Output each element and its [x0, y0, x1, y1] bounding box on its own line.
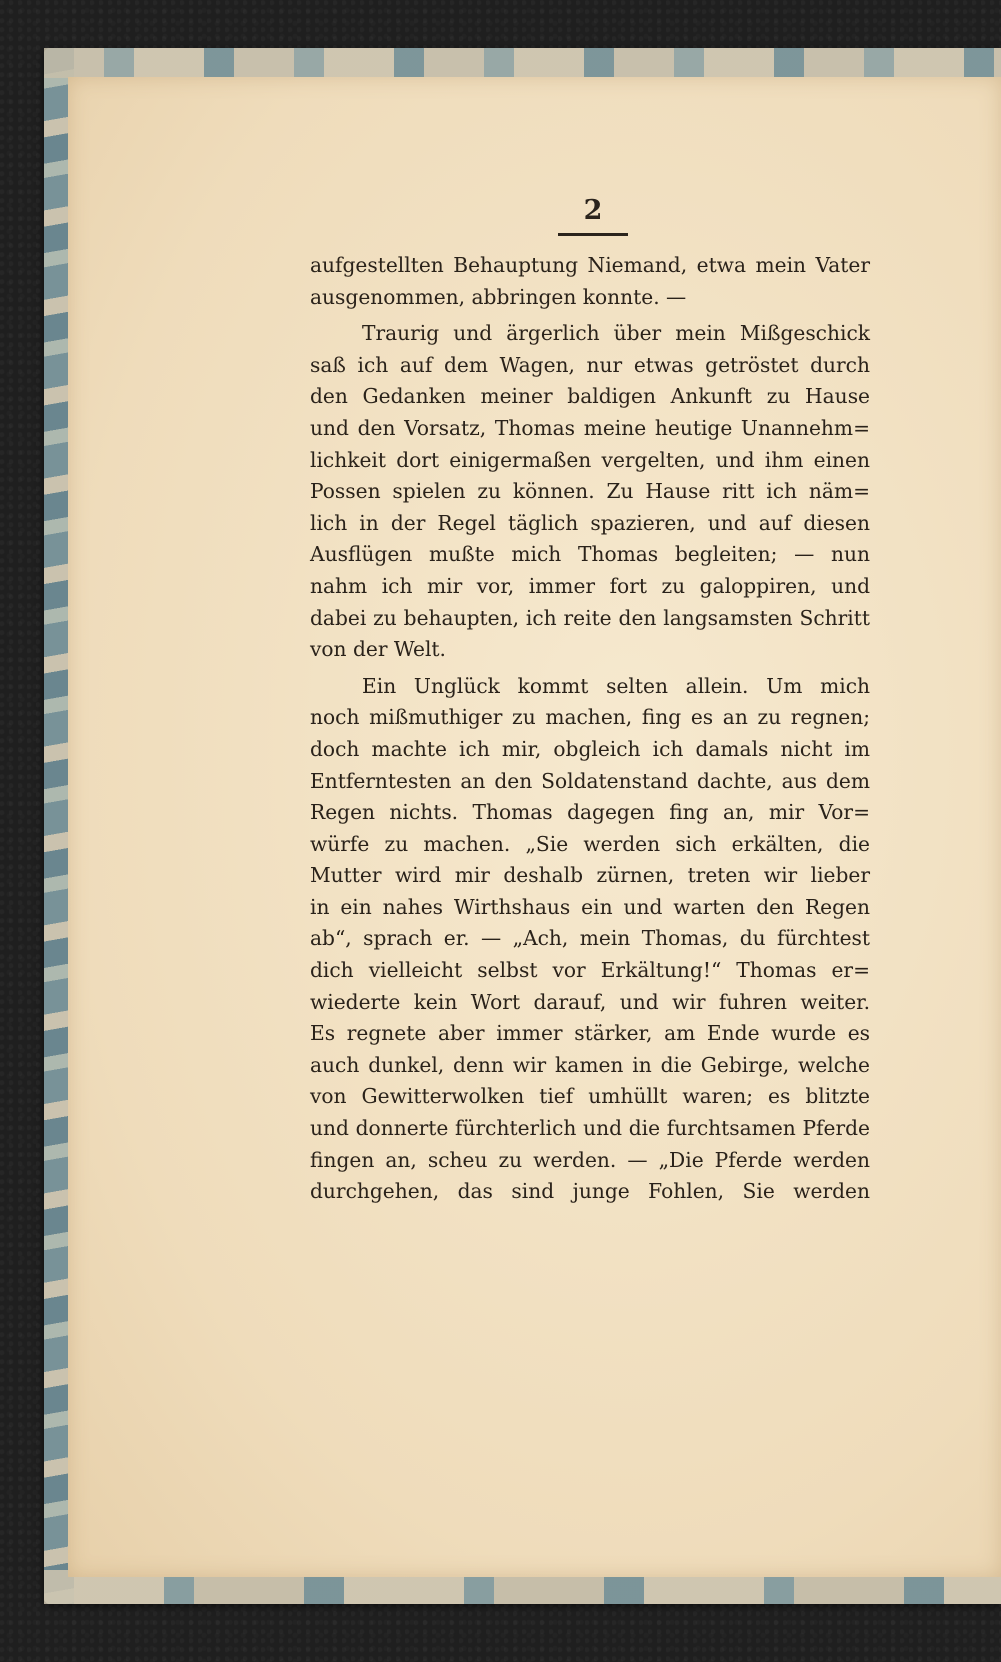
text-line: Traurig und ärgerlich über mein Mißgeschick	[362, 321, 870, 346]
text-line: Ein Unglück kommt selten allein. Um mich	[362, 673, 870, 698]
text-line: den Gedanken meiner baldigen Ankunft zu Hause	[310, 384, 870, 409]
text-line: Ausflügen mußte mich Thomas begleiten; — nun	[310, 542, 870, 567]
text-line: fingen an, scheu zu werden. — „Die Pferde werden	[310, 1147, 870, 1172]
text-line: ausgenommen, abbringen konnte. —	[310, 284, 687, 309]
body-text	[310, 250, 870, 1208]
page-number: 2	[583, 195, 603, 226]
marbled-top-edge	[44, 48, 1001, 78]
text-line: Es regnete aber immer stärker, am Ende wurde es	[310, 1021, 870, 1046]
text-line: auch dunkel, denn wir kamen in die Gebirge, welche	[310, 1052, 870, 1077]
text-line: dich vielleicht selbst vor Erkältung!“ Thomas er=	[310, 958, 870, 983]
text-line: dabei zu behaupten, ich reite den langsamsten Schritt	[310, 605, 870, 630]
text-line: Mutter wird mir deshalb zürnen, treten wir lieber	[310, 863, 870, 888]
text-line: von der Welt.	[310, 637, 446, 662]
text-line: und donnerte fürchterlich und die furchtsamen Pferde	[310, 1116, 870, 1141]
text-line: doch machte ich mir, obgleich ich damals nicht im	[310, 736, 870, 761]
text-line: von Gewitterwolken tief umhüllt waren; es blitzte	[310, 1084, 870, 1109]
text-line: ab“, sprach er. — „Ach, mein Thomas, du fürchtest	[310, 926, 870, 951]
text-line: Entferntesten an den Soldatenstand dachte, aus dem	[310, 768, 870, 793]
text-line: Regen nichts. Thomas dagegen fing an, mir Vor=	[310, 800, 870, 825]
text-line: noch mißmuthiger zu machen, fing es an zu regnen;	[310, 705, 870, 730]
text-line: durchgehen, das sind junge Fohlen, Sie werden	[310, 1179, 870, 1204]
text-line: und den Vorsatz, Thomas meine heutige Unannehm=	[310, 415, 870, 440]
text-line: nahm ich mir vor, immer fort zu galoppiren, und	[310, 573, 870, 598]
text-line: lichkeit dort einigermaßen vergelten, und ihm einen	[310, 447, 870, 472]
page-number-rule	[558, 233, 628, 236]
text-line: saß ich auf dem Wagen, nur etwas getröstet durch	[310, 352, 870, 377]
text-line: lich in der Regel täglich spazieren, und auf diesen	[310, 510, 870, 535]
text-line: in ein nahes Wirthshaus ein und warten den Regen	[310, 894, 870, 919]
text-line: aufgestellten Behauptung Niemand, etwa mein Vater	[310, 253, 870, 277]
text-line: Possen spielen zu können. Zu Hause ritt ich näm=	[310, 479, 870, 504]
text-line: würfe zu machen. „Sie werden sich erkälten, die	[310, 831, 870, 856]
text-line: wiederte kein Wort darauf, und wir fuhren weiter.	[310, 989, 870, 1014]
